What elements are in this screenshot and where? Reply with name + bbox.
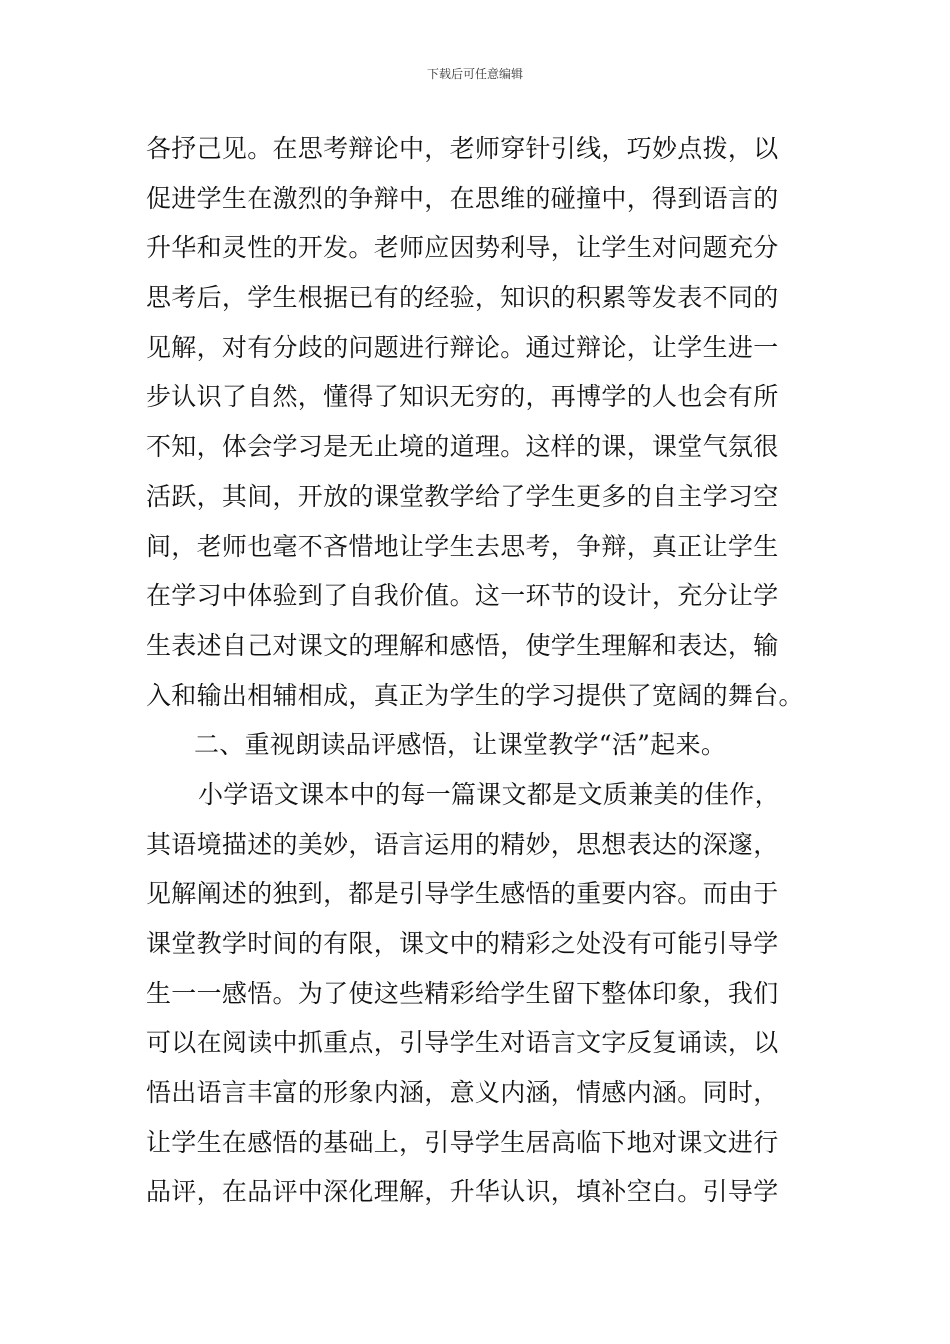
text-line: 可以在阅读中抓重点，引导学生对语言文字反复诵读，以 (146, 1028, 779, 1058)
text-line: 入和输出相辅相成，真正为学生的学习提供了宽阔的舞台。 (146, 680, 804, 710)
text-line: 见解阐述的独到，都是引导学生感悟的重要内容。而由于 (146, 879, 779, 909)
text-line: 思考后，学生根据已有的经验，知识的积累等发表不同的 (146, 283, 779, 313)
text-line: 升华和灵性的开发。老师应因势利导，让学生对问题充分 (146, 233, 779, 263)
text-line: 促进学生在激烈的争辩中，在思维的碰撞中，得到语言的 (146, 183, 779, 213)
text-line: 生表述自己对课文的理解和感悟，使学生理解和表达，输 (146, 630, 779, 660)
text-line: 间，老师也毫不吝惜地让学生去思考，争辩，真正让学生 (146, 531, 779, 561)
text-line: 不知，体会学习是无止境的道理。这样的课，课堂气氛很 (146, 432, 779, 462)
text-line: 步认识了自然，懂得了知识无穷的，再博学的人也会有所 (146, 382, 779, 412)
text-line: 悟出语言丰富的形象内涵，意义内涵，情感内涵。同时， (146, 1078, 779, 1108)
text-line: 品评，在品评中深化理解，升华认识，填补空白。引导学 (146, 1177, 779, 1207)
text-line: 在学习中体验到了自我价值。这一环节的设计，充分让学 (146, 581, 779, 611)
text-line: 见解，对有分歧的问题进行辩论。通过辩论，让学生进一 (146, 332, 779, 362)
paragraph-first-line: 小学语文课本中的每一篇课文都是文质兼美的佳作， (198, 779, 780, 809)
section-heading: 二、重视朗读品评感悟，让课堂教学“活”起来。 (194, 730, 727, 760)
text-line: 课堂教学时间的有限，课文中的精彩之处没有可能引导学 (146, 929, 779, 958)
page-header: 下载后可任意编辑 (426, 67, 523, 81)
text-line: 其语境描述的美妙，语言运用的精妙，思想表达的深邃， (146, 829, 779, 859)
document-body (146, 124, 806, 1217)
text-line: 各抒己见。在思考辩论中，老师穿针引线，巧妙点拨，以 (146, 134, 779, 163)
text-line: 生一一感悟。为了使这些精彩给学生留下整体印象，我们 (146, 978, 779, 1008)
text-line: 活跃，其间，开放的课堂教学给了学生更多的自主学习空 (146, 481, 779, 511)
text-line: 让学生在感悟的基础上，引导学生居高临下地对课文进行 (146, 1127, 779, 1157)
